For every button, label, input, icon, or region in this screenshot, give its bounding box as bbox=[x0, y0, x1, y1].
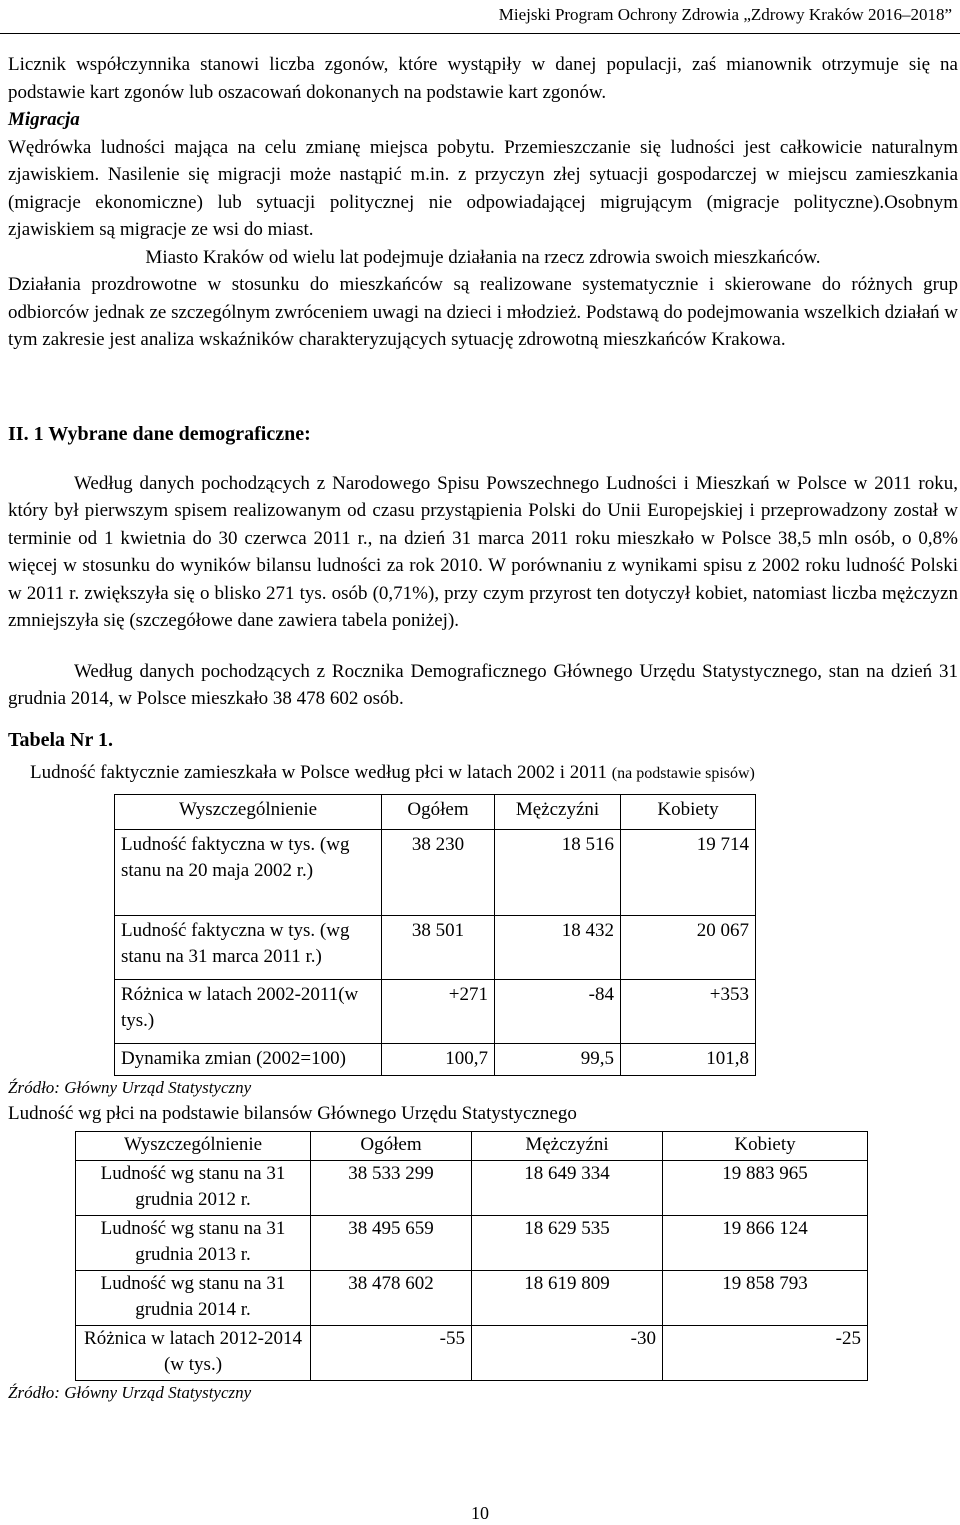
table-cell: 19 714 bbox=[621, 829, 756, 915]
table-header-cell: Ogółem bbox=[311, 1131, 472, 1160]
table-header-cell: Kobiety bbox=[621, 794, 756, 829]
table-cell: 19 866 124 bbox=[663, 1215, 868, 1270]
table-cell: +353 bbox=[621, 979, 756, 1043]
table-cell: -55 bbox=[311, 1325, 472, 1380]
table-row bbox=[76, 1215, 868, 1270]
paragraph-yearbook-2014: Według danych pochodzących z Rocznika Demograficznego Głównego Urzędu Statystycznego, stan na dzień 31 grudnia 2014, w Polsce mieszkało 38 478 602 osób. bbox=[8, 660, 958, 709]
table-row bbox=[76, 1270, 868, 1325]
table-header-cell: Mężczyźni bbox=[472, 1131, 663, 1160]
table2-population-2012-2014 bbox=[75, 1131, 868, 1381]
table-header-cell: Kobiety bbox=[663, 1131, 868, 1160]
table-cell: 19 883 965 bbox=[663, 1160, 868, 1215]
table-cell: 18 649 334 bbox=[472, 1160, 663, 1215]
table-row bbox=[115, 979, 756, 1043]
table1-source: Źródło: Główny Urząd Statystyczny bbox=[8, 1077, 252, 1097]
table-header-cell: Ogółem bbox=[382, 794, 495, 829]
table-header-cell: Wyszczególnienie bbox=[115, 794, 382, 829]
table-cell: 99,5 bbox=[495, 1043, 621, 1075]
table-cell: +271 bbox=[382, 979, 495, 1043]
table-cell: -30 bbox=[472, 1325, 663, 1380]
table-row bbox=[115, 915, 756, 979]
table-cell: Ludność faktyczna w tys. (wg stanu na 31 marca 2011 r.) bbox=[115, 915, 382, 979]
table1-population-2002-2011 bbox=[114, 794, 756, 1076]
table2-source: Źródło: Główny Urząd Statystyczny bbox=[8, 1382, 252, 1402]
table-cell: 18 629 535 bbox=[472, 1215, 663, 1270]
table-cell: 18 619 809 bbox=[472, 1270, 663, 1325]
table-cell: Ludność wg stanu na 31 grudnia 2014 r. bbox=[76, 1270, 311, 1325]
table-cell: 38 533 299 bbox=[311, 1160, 472, 1215]
paragraph-migration: Wędrówka ludności mająca na celu zmianę miejsca pobytu. Przemieszczanie się ludności jest całkowicie naturalnym zjawiskiem. Nasilenie się migracji może nastąpić m.in. z przyczyn złej sytuacji gospodarczej w miejscu zamieszkania (migracje ekonomiczne) lub sytuacji politycznej nie odpowiadającej migrującym (migracje polityczne).Osobnym zjawiskiem są migracje ze wsi do miast. bbox=[8, 136, 958, 240]
table-cell: Ludność wg stanu na 31 grudnia 2013 r. bbox=[76, 1215, 311, 1270]
table-row bbox=[115, 829, 756, 915]
migration-heading: Migracja bbox=[8, 109, 80, 130]
table-row bbox=[76, 1325, 868, 1380]
table1-caption-note: (na podstawie spisów) bbox=[611, 764, 755, 782]
table-cell: 20 067 bbox=[621, 915, 756, 979]
table-cell: 38 230 bbox=[382, 829, 495, 915]
table-cell: 100,7 bbox=[382, 1043, 495, 1075]
table-cell: Dynamika zmian (2002=100) bbox=[115, 1043, 382, 1075]
paragraph-health-actions: Działania prozdrowotne w stosunku do mieszkańców są realizowane systematycznie i skierowane do różnych grup odbiorców jednak ze szczególnym zwróceniem uwagi na dzieci i młodzież. Podstawą do podejmowania wszelkich działań w tym zakresie jest analiza wskaźników charakteryzujących sytuację zdrowotną mieszkańców Krakowa. bbox=[8, 274, 958, 350]
table-cell: Ludność faktyczna w tys. (wg stanu na 20 maja 2002 r.) bbox=[115, 829, 382, 915]
table-cell: 18 432 bbox=[495, 915, 621, 979]
table-cell: 18 516 bbox=[495, 829, 621, 915]
table-header-row bbox=[115, 794, 756, 829]
running-header-title: Miejski Program Ochrony Zdrowia „Zdrowy Kraków 2016–2018” bbox=[498, 5, 952, 24]
paragraph-mortality-rate: Licznik współczynnika stanowi liczba zgonów, które wystąpiły w danej populacji, zaś mianownik otrzymuje się na podstawie kart zgonów lub oszacowań dokonanych na podstawie kart zgonów. bbox=[8, 54, 958, 103]
table-cell: -25 bbox=[663, 1325, 868, 1380]
table1-caption bbox=[8, 759, 958, 788]
paragraph-census-2011: Według danych pochodzących z Narodowego Spisu Powszechnego Ludności i Mieszkań w Polsce w 2011 roku, który był pierwszym spisem realizowanym od czasu przystąpienia Polski do Unii Europejskiej i przeprowadzony został w terminie od 1 kwietnia do 30 czerwca 2011 r., na dzień 31 marca 2011 roku mieszkało w Polsce 38,5 mln osób, o 0,8% więcej w stosunku do wyników bilansu ludności za rok 2010. W porównaniu z wynikami spisu z 2002 roku ludność Polski w 2011 r. zwiększyła się o blisko 271 tys. osób (0,71%), przy czym przyrost ten dotyczył kobiet, natomiast liczba mężczyzn zmniejszyła się (szczegółowe dane zawiera tabela poniżej). bbox=[8, 472, 958, 631]
table-cell: -84 bbox=[495, 979, 621, 1043]
page-content bbox=[8, 51, 958, 1405]
table-row bbox=[76, 1160, 868, 1215]
table-cell: Ludność wg stanu na 31 grudnia 2012 r. bbox=[76, 1160, 311, 1215]
table-cell: 38 501 bbox=[382, 915, 495, 979]
section-title: II. 1 Wybrane dane demograficzne: bbox=[8, 422, 311, 445]
table-header-cell: Wyszczególnienie bbox=[76, 1131, 311, 1160]
table-cell: 38 495 659 bbox=[311, 1215, 472, 1270]
table-cell: 19 858 793 bbox=[663, 1270, 868, 1325]
paragraph-krakow-actions: Miasto Kraków od wielu lat podejmuje działania na rzecz zdrowia swoich mieszkańców. bbox=[145, 246, 821, 268]
table-cell: 38 478 602 bbox=[311, 1270, 472, 1325]
table1-caption-text: Ludność faktycznie zamieszkała w Polsce według płci w latach 2002 i 2011 bbox=[30, 761, 608, 783]
running-header bbox=[0, 2, 960, 34]
table2-caption: Ludność wg płci na podstawie bilansów Głównego Urzędu Statystycznego bbox=[8, 1102, 577, 1124]
table-cell: Różnica w latach 2002-2011(w tys.) bbox=[115, 979, 382, 1043]
table-row bbox=[115, 1043, 756, 1075]
table-cell: 101,8 bbox=[621, 1043, 756, 1075]
table1-label: Tabela Nr 1. bbox=[8, 728, 114, 751]
table-header-row bbox=[76, 1131, 868, 1160]
table-cell: Różnica w latach 2012-2014 (w tys.) bbox=[76, 1325, 311, 1380]
table-header-cell: Mężczyźni bbox=[495, 794, 621, 829]
page-number: 10 bbox=[471, 1503, 489, 1523]
